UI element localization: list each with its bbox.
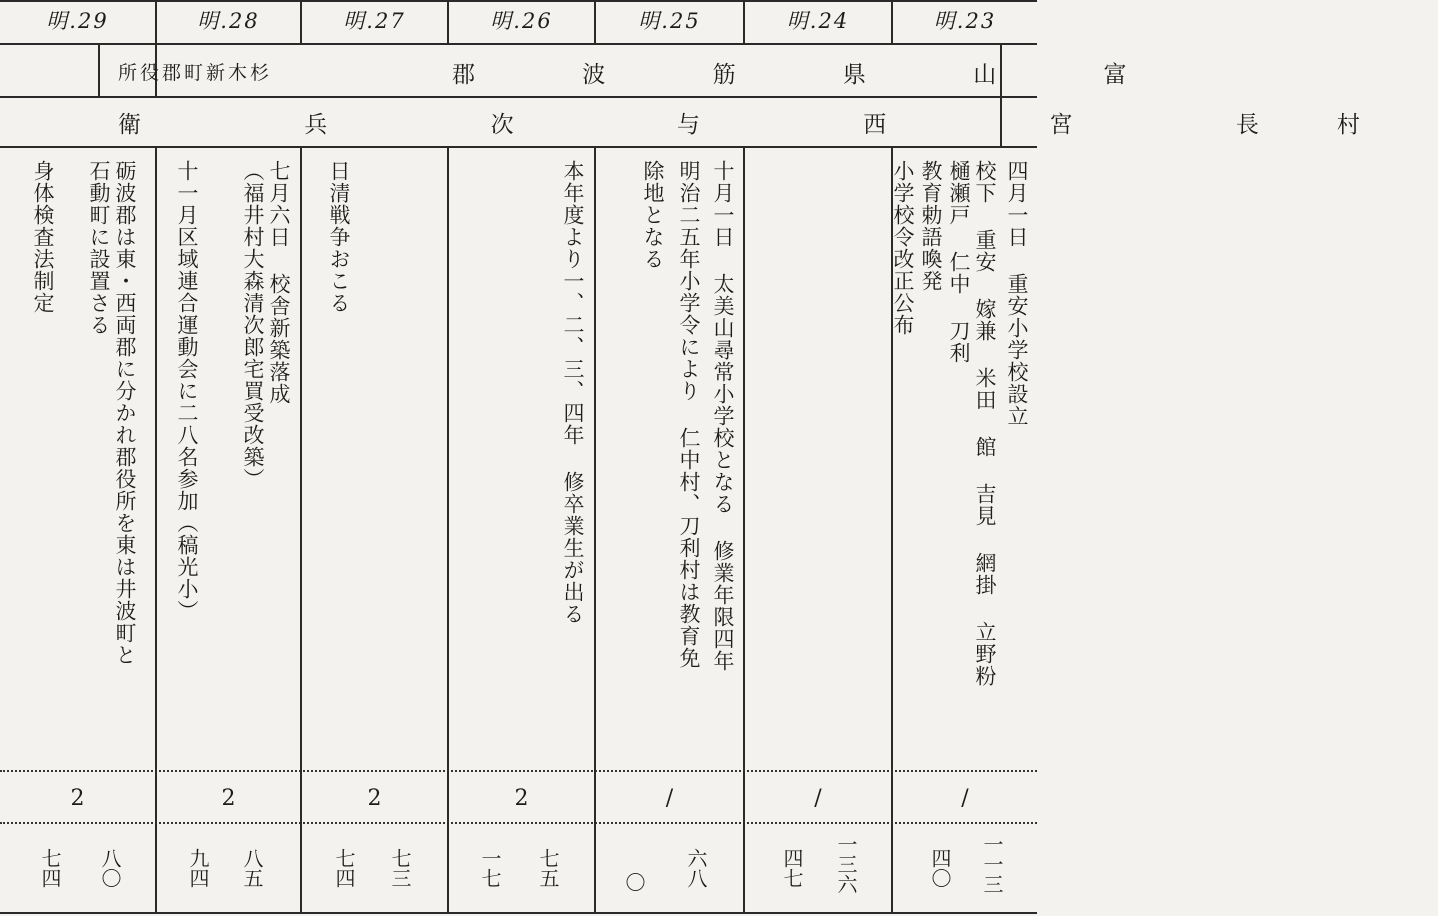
bottom-m26-b: 一七 (478, 848, 502, 888)
event-m23-b: 教育勅語喚発 (919, 160, 943, 292)
row2-office-text: 所役郡町新木杉 (118, 62, 273, 84)
count-m25: / (665, 786, 674, 811)
count-m24: / (814, 786, 822, 811)
count-m27: 2 (367, 786, 382, 811)
year-m26: 明.26 (490, 9, 553, 33)
bottom-m25-b: 〇 (622, 872, 646, 892)
count-m28: 2 (221, 786, 236, 811)
bottom-m23-a: 一一三 (980, 834, 1004, 894)
year-m27: 明.27 (343, 9, 406, 33)
event-m24-b: 明治二五年小学令により 仁中村、刀利村は教育免 (677, 160, 701, 669)
bottom-m25-a: 六八 (684, 848, 708, 888)
event-m23-c: 校下 重安 嫁兼 米田 館 吉見 網掛 立野粉 樋瀬戸 仁中 刀利 (947, 160, 997, 687)
year-m25: 明.25 (638, 9, 701, 33)
event-m23-a: 小学校令改正公布 (891, 160, 915, 336)
rule-bottom (0, 912, 1037, 914)
bottom-m26-a: 七五 (536, 848, 560, 888)
row2-left-divider (98, 44, 100, 96)
event-m27: 日清戦争おこる (327, 160, 351, 314)
bottom-m24-b: 四七 (780, 848, 804, 888)
year-m24: 明.24 (786, 9, 850, 33)
event-m25: 本年度より一、二、三、四年 修卒業生が出る (561, 160, 585, 625)
bottom-m29-b: 七四 (38, 848, 62, 888)
event-m24-c: 十月一日 太美山尋常小学校となる 修業年限四年 (711, 160, 735, 672)
event-m24-a: 除地となる (641, 160, 665, 270)
bottom-m28-b: 九四 (186, 848, 210, 888)
bottom-m24-a: 一三六 (834, 834, 858, 894)
event-m28-b: 七月六日 校舎新築落成 （福井村大森清次郎宅買受改築） (241, 160, 291, 490)
row2-county-text: 郡 波 筋 県 山 富 (452, 62, 1177, 88)
count-m23: / (961, 786, 969, 811)
year-m28: 明.28 (197, 9, 260, 33)
event-m29-a: 身体検査法制定 (31, 160, 55, 314)
bottom-m27-b: 七四 (332, 848, 356, 888)
event-m28-a: 十一月区域連合運動会に二八名参加（稿光小） (175, 160, 199, 622)
count-m26: 2 (514, 786, 529, 811)
bottom-m29-a: 八〇 (98, 848, 122, 888)
year-m23: 明.23 (933, 9, 997, 33)
rule-row2-bottom (0, 96, 1037, 98)
bottom-m23-b: 四〇 (928, 848, 952, 888)
bottom-m27-a: 七三 (388, 848, 412, 888)
event-m23-d: 四月一日 重安小学校設立 (1005, 160, 1029, 427)
year-m29: 明.29 (46, 9, 109, 33)
bottom-m28-a: 八五 (240, 848, 264, 888)
event-m29-b: 砺波郡は東・西両郡に分かれ郡役所を東は井波町と 石動町に設置さる (87, 160, 137, 666)
count-m29: 2 (70, 786, 85, 811)
row3-name-text: 衛 兵 次 与 西 宮 長村 (118, 112, 1438, 138)
